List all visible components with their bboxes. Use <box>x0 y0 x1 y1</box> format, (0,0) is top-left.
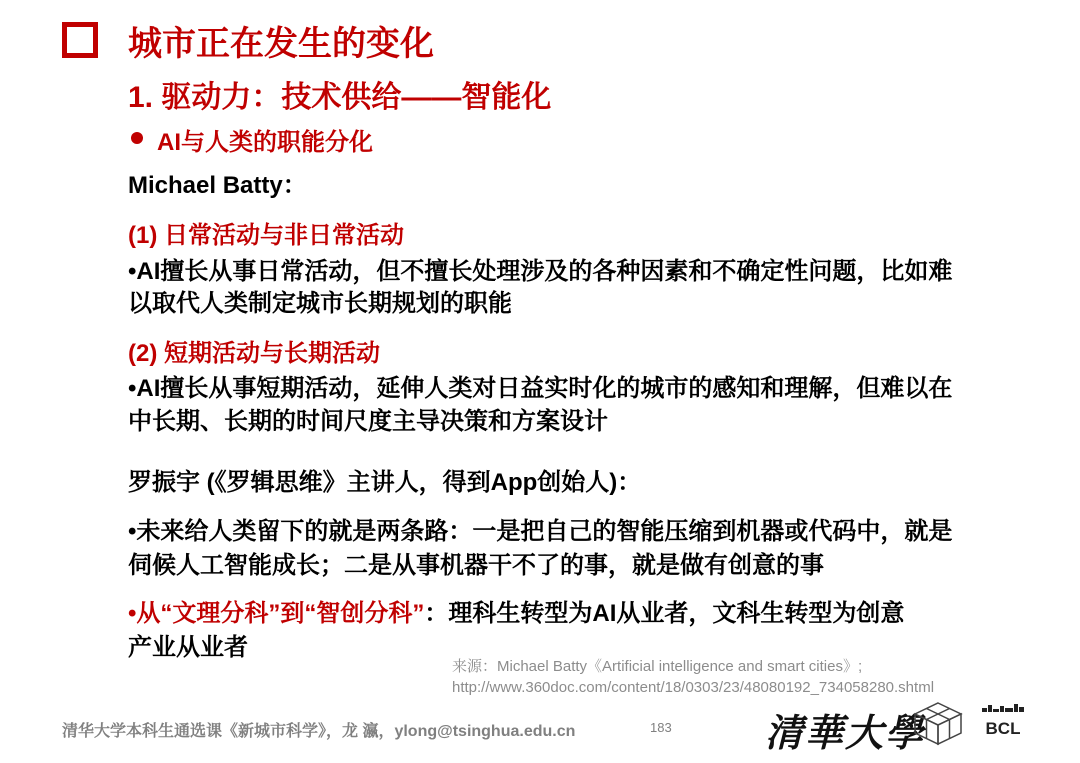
section2-line1: •AI擅长从事短期活动，延伸人类对日益实时化的城市的感知和理解，但难以在 <box>128 375 953 402</box>
section1-line2: 以取代人类制定城市长期规划的职能 <box>128 290 512 317</box>
bcl-logo-text: BCL <box>985 719 1021 738</box>
bullet-dot-icon <box>131 132 143 144</box>
cube-logo-icon <box>912 700 964 746</box>
bcl-logo <box>978 702 1028 746</box>
luo-point2-line1 <box>128 598 988 630</box>
title-square-icon <box>62 22 98 58</box>
luo-point2-text: ：理科生转型为AI从业者，文科生转型为创意 <box>424 600 905 627</box>
tsinghua-logo: 清華大學 <box>765 710 926 755</box>
slide-subtitle: 1. 驱动力：技术供给——智能化 <box>128 81 552 114</box>
luo-speaker: 罗振宇 (《罗辑思维》主讲人，得到App创始人)： <box>128 469 642 496</box>
batty-speaker: Michael Batty： <box>128 172 307 199</box>
source-citation <box>452 656 934 698</box>
slide-title: 城市正在发生的变化 <box>128 25 434 63</box>
source-url[interactable]: http://www.360doc.com/content/18/0303/23/48080192_734058280.shtml <box>452 679 935 696</box>
section1-title: (1) 日常活动与非日常活动 <box>128 222 404 249</box>
section2-line2: 中长期、长期的时间尺度主导决策和方案设计 <box>128 408 608 435</box>
footer-course-info: 清华大学本科生通选课《新城市科学》，龙 瀛，ylong@tsinghua.edu.cn <box>62 723 576 740</box>
source-line1: 来源：Michael Batty《Artificial intelligence and smart cities》; <box>452 658 863 675</box>
section1-line1: •AI擅长从事日常活动，但不擅长处理涉及的各种因素和不确定性问题，比如难 <box>128 258 953 285</box>
bullet-heading: AI与人类的职能分化 <box>157 129 373 156</box>
luo-point1-line1: •未来给人类留下的就是两条路：一是把自己的智能压缩到机器或代码中，就是 <box>128 518 953 545</box>
luo-point2-line2: 产业从业者 <box>128 634 248 661</box>
page-number: 183 <box>650 720 672 735</box>
luo-point1-line2: 伺候人工智能成长；二是从事机器干不了的事，就是做有创意的事 <box>128 552 824 579</box>
section2-title: (2) 短期活动与长期活动 <box>128 340 380 367</box>
luo-point2-highlight: •从“文理分科”到“智创分科” <box>128 600 425 627</box>
